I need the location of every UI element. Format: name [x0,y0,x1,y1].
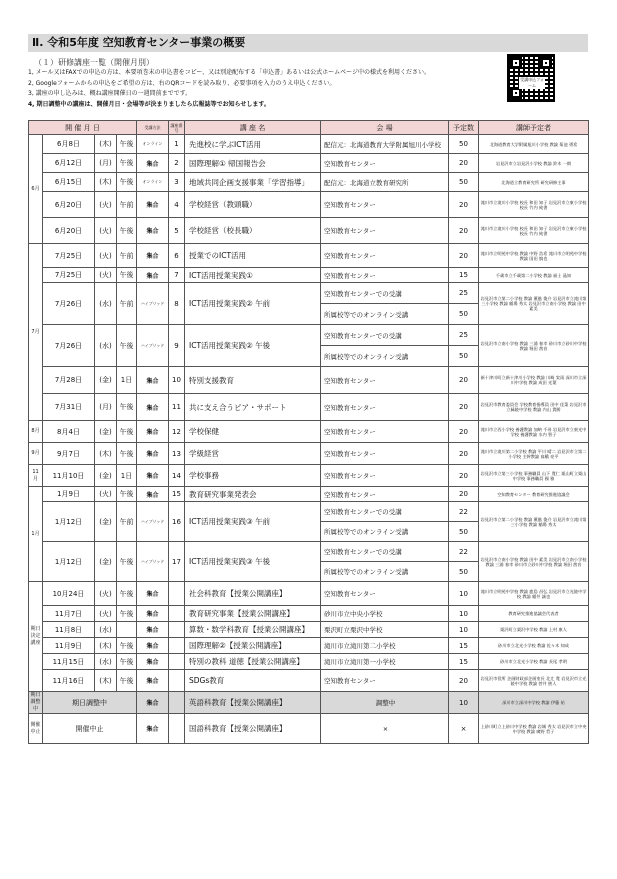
course-no-cell: 11 [169,394,185,421]
table-row [29,487,589,502]
course-name-cell: 先進校に学ぶICT活用 [185,135,321,154]
note-3: 3, 講座の申し込みは、概ね講座開催日の一週間前までです。 [28,90,192,97]
method-cell: 集合 [137,638,169,654]
course-name-cell: 社会科教育【授業公開講座】 [185,582,321,606]
table-header-row [29,121,589,135]
table-row [29,670,589,692]
time-cell: 午前 [117,502,137,542]
venue-cell: 所属校等でのオンライン受講 [321,304,449,325]
dow-cell: (火) [95,606,117,622]
dow-cell: (水) [95,654,117,670]
table-row [29,244,589,268]
method-cell: 集合 [137,443,169,465]
capacity-cell: 50 [449,562,479,582]
course-name-cell: 国際理解① 帰国報告会 [185,154,321,173]
notes [28,68,430,110]
instructor-cell: 滝川市立明苑中学校 教諭 中野 浩希 滝川市立明苑中学校 教諭 国田 慎也 [479,244,589,268]
course-no-cell [169,714,185,744]
capacity-cell: 10 [449,606,479,622]
time-cell: 午前 [117,244,137,268]
table-row [29,443,589,465]
capacity-cell: 50 [449,135,479,154]
method-cell: 集合 [137,268,169,283]
table-row [29,192,589,218]
table-row [29,325,589,346]
instructor-cell: 岩見沢市立南小学校 教諭 三浦 春幸 砂川市立砂川中学校 教諭 堀田 茜音 [479,325,589,367]
course-no-cell [169,622,185,638]
dow-cell: (金) [95,367,117,394]
time-cell: 午後 [117,654,137,670]
table-row [29,367,589,394]
capacity-cell: 20 [449,244,479,268]
date-cell: 6月15日 [43,173,95,192]
capacity-cell: 15 [449,654,479,670]
capacity-cell: 15 [449,268,479,283]
capacity-cell: 20 [449,192,479,218]
date-cell: 11月10日 [43,465,95,487]
course-name-cell: 地域共同企画支援事業「学習指導」 [185,173,321,192]
course-name-cell: ICT活用授業実践① [185,268,321,283]
dow-cell: (水) [95,325,117,367]
venue-cell: 空知教育センター [321,154,449,173]
dow-cell: (金) [95,502,117,542]
date-cell: 6月12日 [43,154,95,173]
date-cell: 11月8日 [43,622,95,638]
time-cell: 午後 [117,421,137,443]
dow-cell: (水) [95,283,117,325]
instructor-cell: 岩見沢市立第三小学校 事務職員 山下 寛仁 栗山町立栗山中学校 事務職員 國 雅 [479,465,589,487]
capacity-cell: 25 [449,325,479,346]
instructor-cell: 教育研究推進協議会代表者 [479,606,589,622]
date-cell: 6月20日 [43,192,95,218]
date-cell: 9月7日 [43,443,95,465]
venue-cell: 空知教育センター [321,487,449,502]
course-name-cell: 授業でのICT活用 [185,244,321,268]
table-row [29,622,589,638]
time-cell: 午前 [117,192,137,218]
month-cell: 1月 [29,487,43,582]
course-name-cell: 国際理解②【授業公開講座】 [185,638,321,654]
table-row [29,582,589,606]
capacity-cell: × [449,714,479,744]
method-cell: 集合 [137,670,169,692]
venue-cell: 空知教育センター [321,244,449,268]
venue-cell: 空知教育センターでの受講 [321,542,449,562]
venue-cell: 空知教育センター [321,443,449,465]
date-cell: 7月25日 [43,268,95,283]
header-no: 講座番号 [170,122,183,133]
method-cell: 集合 [137,487,169,502]
table-row [29,606,589,622]
method-cell: ハイブリッド [137,502,169,542]
instructor-cell: 空知教育センター 教育研究推進協議会 [479,487,589,502]
course-name-cell: ICT活用授業実践③ 午前 [185,502,321,542]
course-no-cell: 7 [169,268,185,283]
date-cell: 11月9日 [43,638,95,654]
capacity-cell: 20 [449,394,479,421]
header-capacity: 予定数 [449,121,479,135]
time-cell: 午後 [117,582,137,606]
date-cell: 1月12日 [43,502,95,542]
instructor-cell: 北海道立教育研究所 研究研修主事 [479,173,589,192]
table-row [29,542,589,562]
capacity-cell: 20 [449,367,479,394]
course-no-cell: 15 [169,487,185,502]
table-row [29,218,589,244]
venue-cell: 所属校等でのオンライン受講 [321,562,449,582]
instructor-cell: 上砂川町立上砂川中学校 教諭 岩城 秀太 岩見沢市立中央中学校 教諭 廣野 哲子 [479,714,589,744]
course-no-cell: 10 [169,367,185,394]
instructor-cell: 滝川市立滝川小学校 校長 和田 知子 岩見沢市立東小学校 校長 竹内 純書 [479,218,589,244]
course-no-cell [169,582,185,606]
course-name-cell: SDGs教育 [185,670,321,692]
table-row [29,135,589,154]
course-name-cell: ICT活用授業実践② 午後 [185,325,321,367]
course-no-cell [169,606,185,622]
header-name: 講 座 名 [185,121,321,135]
capacity-cell: 20 [449,465,479,487]
venue-cell: 空知教育センター [321,421,449,443]
method-cell: オンライン [137,173,169,192]
venue-cell: 空知教育センターでの受講 [321,283,449,304]
capacity-cell: 22 [449,502,479,522]
course-no-cell: 16 [169,502,185,542]
method-cell: 集合 [137,192,169,218]
instructor-cell: 砂川市立北光小学校 教諭 長尾 孝明 [479,654,589,670]
instructor-cell: 滝川市立西小学校 養護教諭 加納 千尋 岩見沢市立東光中学校 養護教諭 水内 智子 [479,421,589,443]
capacity-cell: 10 [449,622,479,638]
instructor-cell: 滝川市立明苑中学校 教諭 鹿島 昌弘 岩見沢市立光陵中学校 教諭 稲井 誠也 [479,582,589,606]
method-cell: 集合 [137,244,169,268]
dow-cell: (月) [95,154,117,173]
capacity-cell: 50 [449,304,479,325]
table-row [29,692,589,714]
method-cell: 集合 [137,582,169,606]
month-cell: 開催中止 [29,714,43,744]
table-row [29,394,589,421]
date-cell: 11月7日 [43,606,95,622]
instructor-cell: 砂川市立北光小学校 教諭 佐々木 知成 [479,638,589,654]
time-cell: 午後 [117,542,137,582]
course-name-cell: 共に支え合うピア・サポート [185,394,321,421]
method-cell: ハイブリッド [137,283,169,325]
venue-cell: 配信元：北海道立教育研究所 [321,173,449,192]
instructor-cell: 岩見沢市立第二小学校 教諭 薫風 俊介 岩見沢市立滝川第三小学校 教諭 稲場 秀太 岩見沢市立南小学校 教諭 田中 素美 [479,283,589,325]
dow-cell: (火) [95,582,117,606]
venue-cell: 空知教育センター [321,582,449,606]
dow-cell: (金) [95,465,117,487]
course-name-cell: 算数・数学科教育【授業公開講座】 [185,622,321,638]
instructor-cell: 千歳市立千歳第二小学校 教諭 福士 晶知 [479,268,589,283]
method-cell: 集合 [137,654,169,670]
date-cell: 7月28日 [43,367,95,394]
course-name-cell: 学校経営（教頭職） [185,192,321,218]
course-no-cell: 6 [169,244,185,268]
venue-cell: 砂川市立中央小学校 [321,606,449,622]
date-cell: 10月24日 [43,582,95,606]
course-no-cell: 9 [169,325,185,367]
time-cell: 午後 [117,606,137,622]
capacity-cell: 20 [449,670,479,692]
capacity-cell: 20 [449,487,479,502]
section-heading: Ⅱ. 令和5年度 空知教育センター事業の概要 [28,34,588,52]
method-cell: 集合 [137,394,169,421]
table-row [29,421,589,443]
time-cell: 午後 [117,325,137,367]
method-cell: オンライン [137,135,169,154]
capacity-cell: 10 [449,692,479,714]
course-no-cell: 5 [169,218,185,244]
date-cell: 開催中止 [43,714,137,744]
header-method: 受講方法 [137,121,169,135]
month-cell: 7月 [29,244,43,421]
dow-cell: (木) [95,670,117,692]
note-4: 4, 期日調整中の講座は、開催月日・会場等が決まりましたら広報誌等でお知らせします。 [28,100,270,108]
date-cell: 7月31日 [43,394,95,421]
date-cell: 8月4日 [43,421,95,443]
dow-cell: (火) [95,192,117,218]
capacity-cell: 15 [449,638,479,654]
month-cell: 8月 [29,421,43,443]
date-cell: 6月20日 [43,218,95,244]
course-name-cell: 特別支援教育 [185,367,321,394]
venue-cell: 空知教育センター [321,268,449,283]
date-cell: 7月26日 [43,325,95,367]
table-row [29,465,589,487]
time-cell: 午後 [117,394,137,421]
capacity-cell: 50 [449,173,479,192]
dow-cell: (木) [95,135,117,154]
header-venue: 会 場 [321,121,449,135]
method-cell: ハイブリッド [137,325,169,367]
instructor-cell: 北海道教育大学附属旭川小学校 教諭 菊池 勇希 [479,135,589,154]
dow-cell: (金) [95,421,117,443]
table-row [29,268,589,283]
table-row [29,638,589,654]
time-cell: 午後 [117,670,137,692]
course-name-cell: 英語科教育【授業公開講座】 [185,692,321,714]
dow-cell: (火) [95,218,117,244]
instructor-cell: 岩見沢市役所 企画財政部企画室長 北辻 寛 岩見沢市立光陵中学校 教諭 菅井 綾人 [479,670,589,692]
venue-cell: 配信元：北海道教育大学附属旭川小学校 [321,135,449,154]
capacity-cell: 20 [449,218,479,244]
date-cell: 7月26日 [43,283,95,325]
course-no-cell: 1 [169,135,185,154]
instructor-cell: 栗沢町立栗沢中学校 教諭 上村 康人 [479,622,589,638]
method-cell: ハイブリッド [137,542,169,582]
instructor-cell: 岩見沢市立第二小学校 教諭 薫風 俊介 岩見沢市立滝川第三小学校 教諭 稲場 秀太 [479,502,589,542]
dow-cell: (木) [95,638,117,654]
month-cell: 期日決定講座 [29,582,43,692]
instructor-cell: 滝川市立滝川第二小学校 教諭 平川 晴二 岩見沢市立第二小学校 主幹教諭 髙橋 亮平 [479,443,589,465]
capacity-cell: 50 [449,346,479,367]
month-cell: 期日調整中 [30,692,41,712]
time-cell [117,622,137,638]
time-cell: 午後 [117,268,137,283]
capacity-cell: 25 [449,283,479,304]
dow-cell: (水) [95,622,117,638]
dow-cell: (月) [95,394,117,421]
venue-cell: 滝川市立滝川第二小学校 [321,638,449,654]
date-cell: 11月16日 [43,670,95,692]
dow-cell: (火) [95,268,117,283]
month-cell: 9月 [29,443,43,465]
instructor-cell: 岩見沢市立南小学校 教諭 田中 素美 岩見沢市立南小学校 教諭 三浦 春幸 砂川市立砂川中学校 教諭 堀田 茜音 [479,542,589,582]
venue-cell: 空知教育センター [321,218,449,244]
course-no-cell [169,692,185,714]
course-no-cell: 3 [169,173,185,192]
course-name-cell: 国語科教育【授業公開講座】 [185,714,321,744]
date-cell: 6月8日 [43,135,95,154]
venue-cell: 栗沢町立栗沢中学校 [321,622,449,638]
time-cell: 午後 [117,173,137,192]
capacity-cell: 20 [449,443,479,465]
time-cell: 午後 [117,218,137,244]
header-instructor: 講師予定者 [479,121,589,135]
dow-cell: (木) [95,173,117,192]
time-cell: 午後 [117,638,137,654]
date-cell: 7月25日 [43,244,95,268]
course-table [28,120,589,744]
venue-cell: × [321,714,449,744]
table-row [29,502,589,522]
course-no-cell: 2 [169,154,185,173]
method-cell: 集合 [137,622,169,638]
date-cell: 1月9日 [43,487,95,502]
course-no-cell: 4 [169,192,185,218]
instructor-cell: 新十津川町立新十津川小学校 教諭 川崎 実雨 深川市立深川中学校 教諭 成田 光葉 [479,367,589,394]
venue-cell: 調整中 [321,692,449,714]
capacity-cell: 50 [449,522,479,542]
method-cell: 集合 [137,465,169,487]
month-cell: 6月 [29,135,43,244]
course-name-cell: ICT活用授業実践③ 午後 [185,542,321,582]
venue-cell: 所属校等でのオンライン受講 [321,522,449,542]
course-name-cell: 教育研究事業【授業公開講座】 [185,606,321,622]
table-row [29,283,589,304]
time-cell: 午前 [117,283,137,325]
course-no-cell: 12 [169,421,185,443]
venue-cell: 空知教育センター [321,394,449,421]
month-cell: 11月 [29,465,43,487]
course-name-cell: 教育研究事業発表会 [185,487,321,502]
capacity-cell: 20 [449,154,479,173]
course-no-cell: 13 [169,443,185,465]
capacity-cell: 20 [449,421,479,443]
date-cell: 11月15日 [43,654,95,670]
course-no-cell [169,654,185,670]
table-row [29,173,589,192]
venue-cell: 空知教育センターでの受講 [321,325,449,346]
method-cell: 集合 [137,367,169,394]
method-cell: 集合 [137,154,169,173]
time-cell: 午後 [117,135,137,154]
capacity-cell: 10 [449,582,479,606]
capacity-cell: 22 [449,542,479,562]
note-1: 1, メール又はFAXでの申込の方は、本要項巻末の申込書をコピー、又は別途配布する「申込書」あるいは公式ホームページ中の様式を利用ください。 [28,69,431,76]
time-cell: 1日 [117,465,137,487]
table-row [29,714,589,744]
course-name-cell: 学級経営 [185,443,321,465]
method-cell: 集合 [137,606,169,622]
header-date: 開 催 月 日 [29,121,137,135]
note-2: 2, Googleフォームからの申込をご希望の方は、右のQRコードを読み取り、必要事項を入力のうえ申込ください。 [28,79,336,87]
method-cell: 集合 [137,692,169,714]
instructor-cell: 滝川市立滝川小学校 校長 和田 知子 岩見沢市立東小学校 校長 竹内 純書 [479,192,589,218]
venue-cell: 滝川市立滝川第一小学校 [321,654,449,670]
course-no-cell [169,638,185,654]
venue-cell: 空知教育センター [321,367,449,394]
method-cell: 集合 [137,218,169,244]
subheading: （１）研修講座一覧（開催月別） [34,58,154,67]
qr-code[interactable] [507,54,555,102]
table-row [29,154,589,173]
venue-cell: 空知教育センター [321,465,449,487]
qr-label: 受講申込フォーム [520,77,544,88]
venue-cell: 空知教育センター [321,670,449,692]
course-name-cell: 特別の教科 道徳【授業公開講座】 [185,654,321,670]
dow-cell: (火) [95,244,117,268]
date-cell: 期日調整中 [43,692,137,714]
course-no-cell: 8 [169,283,185,325]
course-name-cell: 学校経営（校長職） [185,218,321,244]
course-name-cell: 学校保健 [185,421,321,443]
dow-cell: (木) [95,443,117,465]
course-no-cell: 17 [169,542,185,582]
instructor-cell: 岩見沢市立岩見沢小学校 教諭 鈴木 一朗 [479,154,589,173]
method-cell: 集合 [137,421,169,443]
course-no-cell [169,670,185,692]
course-name-cell: 学校事務 [185,465,321,487]
venue-cell: 空知教育センターでの受講 [321,502,449,522]
time-cell: 1日 [117,367,137,394]
instructor-cell: 岩見沢市教育委員会 学校教育指導員 田中 佳菜 岩見沢市立緑陵中学校 教諭 内山 貴勝 [479,394,589,421]
course-no-cell: 14 [169,465,185,487]
venue-cell: 空知教育センター [321,192,449,218]
course-name-cell: ICT活用授業実践② 午前 [185,283,321,325]
table-row [29,654,589,670]
time-cell: 午後 [117,154,137,173]
date-cell: 1月12日 [43,542,95,582]
method-cell: 集合 [137,714,169,744]
instructor-cell: 深川市立深川中学校 教諭 伊藤 祐 [479,692,589,714]
time-cell: 午後 [117,487,137,502]
dow-cell: (火) [95,487,117,502]
dow-cell: (金) [95,542,117,582]
venue-cell: 所属校等でのオンライン受講 [321,346,449,367]
time-cell: 午後 [117,443,137,465]
